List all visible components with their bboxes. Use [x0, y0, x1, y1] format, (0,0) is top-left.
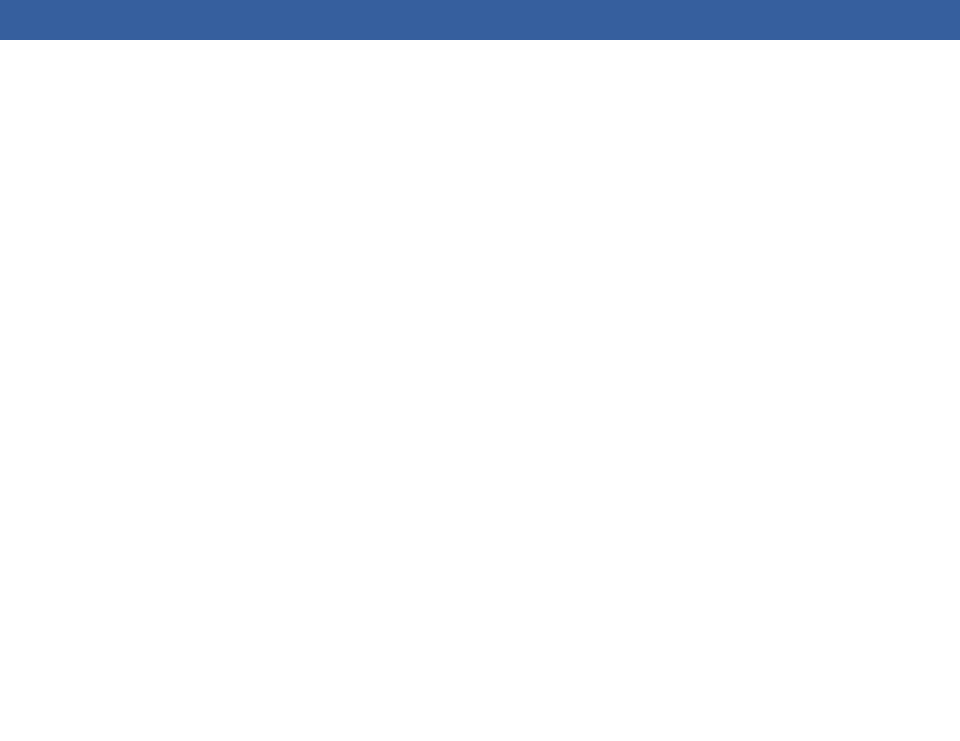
page-header — [0, 0, 960, 40]
